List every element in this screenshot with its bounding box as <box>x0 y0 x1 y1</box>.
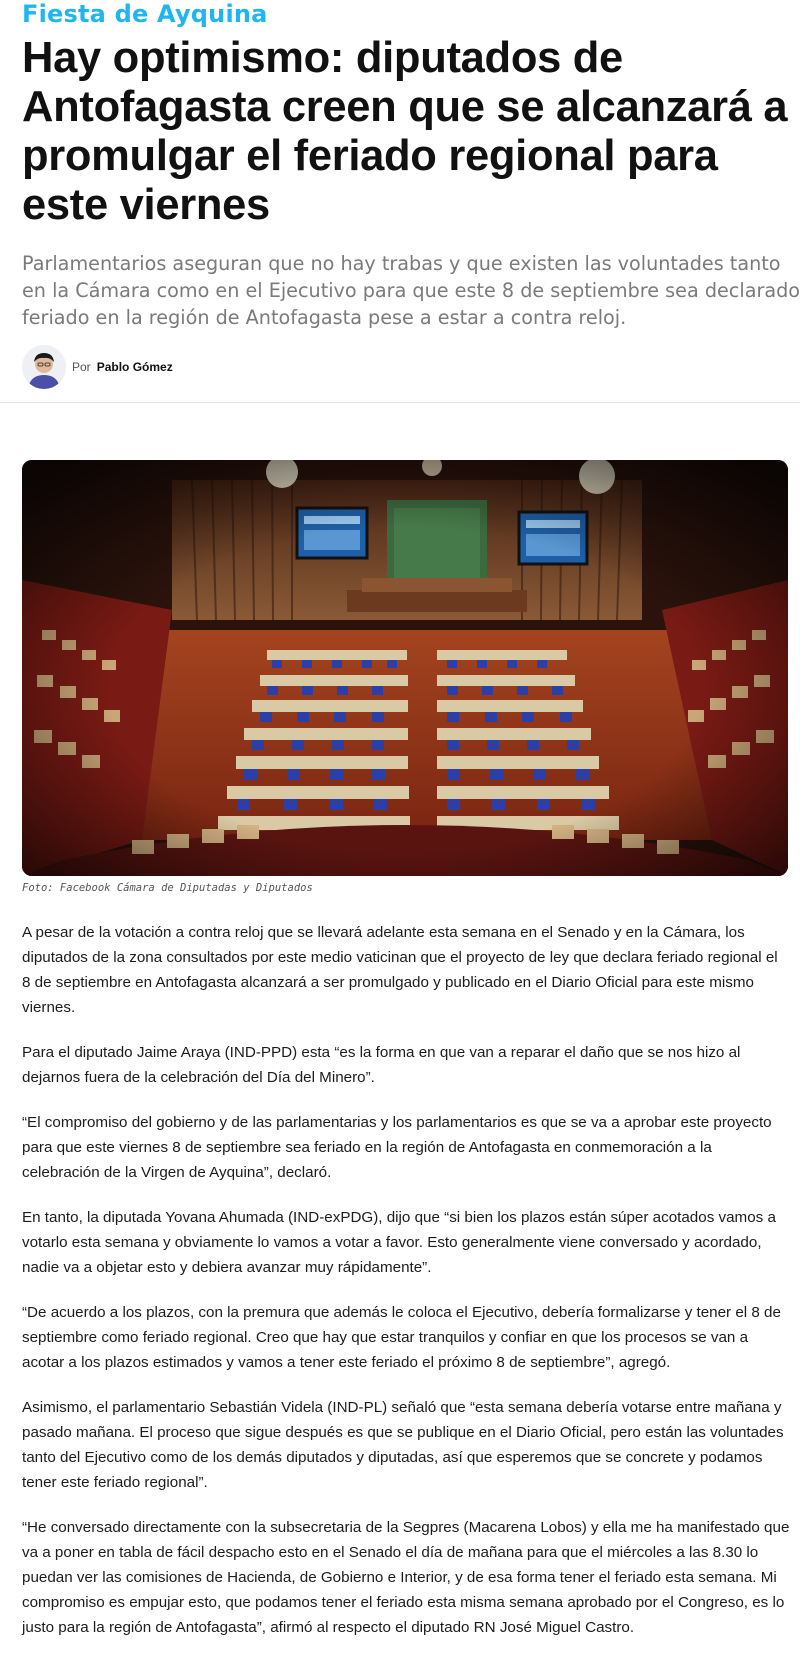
article-headline: Hay optimismo: diputados de Antofagasta creen que se alcanzará a promulgar el feriado regional para este viernes <box>22 34 788 229</box>
article-subtitle: Parlamentarios aseguran que no hay trabas y que existen las voluntades tanto en la Cámara como en el Ejecutivo para que este 8 de septiembre sea declarado feriado en la región de Antofagasta pese a estar a contra reloj. <box>22 252 800 329</box>
article-paragraph: A pesar de la votación a contra reloj que se llevará adelante esta semana en el Senado y en la Cámara, los diputados de la zona consultados por este medio vaticinan que el proyecto de ley que declara feriado regional el 8 de septiembre en Antofagasta alcanzará a ser promulgado y publicado en el Diario Oficial para este mismo viernes. <box>22 924 778 1016</box>
byline-prefix: Por <box>72 360 91 374</box>
article-paragraph: Para el diputado Jaime Araya (IND-PPD) esta “es la forma en que van a reparar el daño que se nos hizo al dejarnos fuera de la celebración del Día del Minero”. <box>22 1044 741 1086</box>
article-paragraph: “El compromiso del gobierno y de las parlamentarias y los parlamentarios es que se va a aprobar este proyecto para que este viernes 8 de septiembre sea feriado en la región de Antofagasta en conmemoración a la celebración de la Virgen de Ayquina”, declaró. <box>22 1114 772 1181</box>
article-body <box>22 920 790 1660</box>
section-kicker-link[interactable]: Fiesta de Ayquina <box>22 0 268 28</box>
author-byline <box>22 344 173 390</box>
article-paragraph: Asimismo, el parlamentario Sebastián Videla (IND-PL) señaló que “esta semana debería votarse entre mañana y pasado mañana. El proceso que sigue después es que se publique en el Diario Oficial, pero están las voluntades tanto del Ejecutivo como de los demás diputados y diputadas, así que esperemos que se concrete y podamos tener este feriado regional”. <box>22 1399 784 1491</box>
author-name-link[interactable]: Pablo Gómez <box>96 360 173 374</box>
article-paragraph: “De acuerdo a los plazos, con la premura que además le coloca el Ejecutivo, debería formalizarse y tener el 8 de septiembre como feriado regional. Creo que hay que estar tranquilos y confiar en que los procesos se van a acotar a los plazos estimados y vamos a tener este feriado el próximo 8 de septiembre”, agregó. <box>22 1304 781 1371</box>
author-avatar[interactable] <box>22 345 66 389</box>
article-photo[interactable] <box>22 460 788 876</box>
header-divider <box>0 402 800 403</box>
article-paragraph: “He conversado directamente con la subsecretaria de la Segpres (Macarena Lobos) y ella me ha manifestado que va a poner en tabla de fácil despacho esto en el Senado el día de mañana para que el miércoles a las 8.30 lo puedan ver las comisiones de Hacienda, de Gobierno e Interior, y de esa forma tener el feriado esta semana. Mi compromiso es empujar esto, que podamos tener el feriado esta misma semana aprobado por el Congreso, es lo justo para la región de Antofagasta”, afirmó al respecto el diputado RN José Miguel Castro. <box>22 1519 790 1636</box>
photo-caption: Foto: Facebook Cámara de Diputadas y Diputados <box>22 882 313 894</box>
article-paragraph: En tanto, la diputada Yovana Ahumada (IND-exPDG), dijo que “si bien los plazos están súper acotados vamos a votarlo esta semana y obviamente lo vamos a votar a favor. Esto generalmente viene conversado y acordado, nadie va a objetar esto y debiera avanzar muy rápidamente”. <box>22 1209 776 1276</box>
